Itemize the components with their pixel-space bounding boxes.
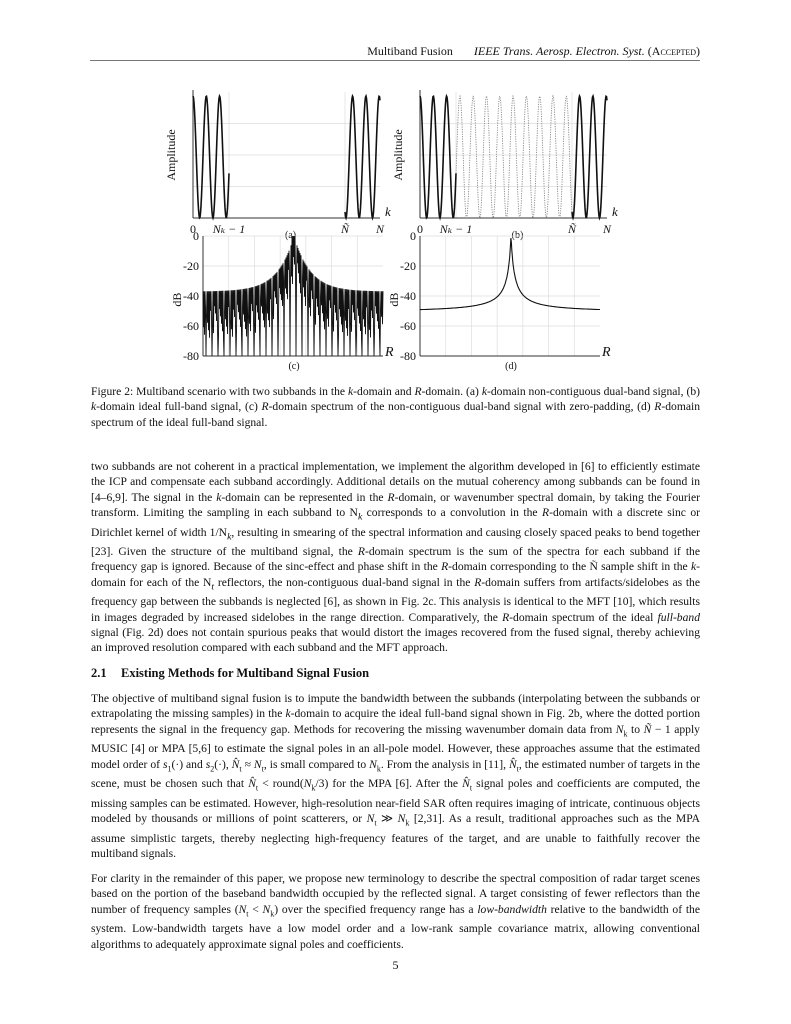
math-symbol: k xyxy=(481,385,487,398)
header-short-title: Multiband Fusion xyxy=(367,44,453,58)
y-tick-label: -40 xyxy=(183,289,199,303)
body-paragraph-3: For clarity in the remainder of this paper, we propose new terminology to describe the spectral composition of radar target scenes based on the portion of the baseband bandwidth occupied by the reflected signal. A target consisting of fewer reflectors than the number of frequency samples $(N_t < N_k)$ over the specified frequency range has a low-bandwidth relative to the bandwidth of the system. Low-bandwidth targets have a low model order and a low-rank sample covariance matrix, allowing conventional algorithms to adequately approximate signal poles and coefficients. xyxy=(91,872,700,951)
x-tick-label: Ñ xyxy=(340,222,350,236)
x-tick-label: Nₖ − 1 xyxy=(439,222,473,236)
math-symbol: k xyxy=(348,385,354,398)
y-axis-label: Amplitude xyxy=(164,129,178,181)
y-tick-label: 0 xyxy=(410,229,416,243)
panel-a xyxy=(164,90,391,241)
section-title: Existing Methods for Multiband Signal Fusion xyxy=(121,666,370,680)
x-tick-label: Ñ xyxy=(567,222,577,236)
emphasis: low-bandwidth xyxy=(477,902,547,916)
math-symbol: R xyxy=(474,575,482,589)
math-symbol: k xyxy=(91,400,97,414)
section-number: 2.1 xyxy=(91,666,107,680)
y-tick-label: -80 xyxy=(400,349,416,363)
panel-label: (b) xyxy=(511,230,524,241)
header-journal: IEEE Trans. Aerosp. Electron. Syst. xyxy=(473,44,645,58)
panel-c xyxy=(170,229,394,372)
math-symbol: k xyxy=(357,511,363,523)
y-axis-label: dB xyxy=(170,292,184,307)
x-tick-label: Nₖ − 1 xyxy=(212,222,246,236)
x-tick-label: N xyxy=(602,222,612,236)
panel-b xyxy=(391,90,618,241)
y-tick-label: -60 xyxy=(400,319,416,333)
y-tick-label: -80 xyxy=(183,349,199,363)
math-symbol: k xyxy=(216,490,222,504)
section-heading xyxy=(91,666,369,681)
y-tick-label: -20 xyxy=(400,259,416,273)
panel-d xyxy=(387,229,611,372)
panel-label: (d) xyxy=(505,361,517,372)
signal-subband-1 xyxy=(420,96,456,218)
y-axis-label: dB xyxy=(387,292,401,307)
math-symbol: R xyxy=(387,490,395,504)
y-tick-label: -20 xyxy=(183,259,199,273)
signal-subband-1 xyxy=(193,96,229,218)
math-symbol: R xyxy=(654,400,662,414)
spectrum-line xyxy=(420,238,600,310)
emphasis: full-band xyxy=(657,610,700,624)
x-tick-label: N xyxy=(375,222,385,236)
x-tick-label: 0 xyxy=(190,222,196,236)
math-symbol: t xyxy=(211,581,215,593)
x-axis-label: k xyxy=(612,204,618,219)
x-axis-label: k xyxy=(385,204,391,219)
y-axis-label: Amplitude xyxy=(391,129,405,181)
math-symbol: R xyxy=(357,545,365,559)
header-status: (Accepted) xyxy=(647,44,700,58)
page-number: 5 xyxy=(392,958,399,972)
signal-subband-2 xyxy=(572,96,607,218)
body-paragraph-2: The objective of multiband signal fusion is to impute the bandwidth between the subbands (interpolating between the subbands or extrapolating the missing samples) in the k-domain to acquire the ideal full-band signal shown in Fig. 2b, where the dotted portion represents the signal in the frequency gap. Methods for recovering the missing wavenumber domain data from $N_k$ to Ñ − 1 apply MUSIC [4] or MPA [5,6] to estimate the signal poles in an all-pole model. However, these approaches assume that the estimated model order of $s_1(\cdot)$ and $s_2(\cdot)$, $N̂_t \approx N_t$, is small compared to $N_k$. From the analysis in [11], $N̂_t$, the estimated number of targets in the scene, must be chosen such that $N̂_t$ < $round(N_k/3)$ for the MPA [6]. After the $N̂_t$ signal poles and coefficients are computed, the missing samples can be estimated. However, high-resolution near-field SAR often requires imaging of intricate, continuous objects modeled by thousands or millions of point scatterers, or $N_t$ ≫ $N_k$ [2,31]. As a result, traditional approaches such as the MPA assume simplistic targets, thereby neglecting high-frequency features of the target, and are unable to faithfully recover the multiband signals. xyxy=(91,692,701,860)
y-tick-label: 0 xyxy=(193,229,199,243)
x-axis-label: R xyxy=(385,345,394,360)
math-symbol: R xyxy=(541,505,550,519)
panel-label: (a) xyxy=(284,230,297,241)
signal-subband-2 xyxy=(345,96,380,218)
math-symbol: k xyxy=(690,560,697,574)
math-symbol: R xyxy=(441,560,449,574)
signal-gap-dotted xyxy=(456,96,572,218)
body-paragraph-1: two subbands are not coherent in a practical implementation, we implement the algorithm developed in [6] to efficiently estimate the ICP and compensate each subband accordingly. Additional details on the mutual coherency among subbands can be found in [4–6,9]. The signal in the k-domain can be represented in the R-domain, or wavenumber spectral domain, by taking the Fourier transform. Limiting the sampling in each subband to $N_k$ corresponds to a convolution in the R-domain with a discrete sinc or Dirichlet kernel of width $1/N_k$, resulting in smearing of the spectral information and causing closely spaced peaks to bend together [23]. Given the structure of the multiband signal, the R-domain spectrum is the sum of the spectra for each subband if the frequency gap is ignored. Because of the sinc-effect and phase shift in the R-domain corresponding to the Ñ sample shift in the k-domain for each of the $N_t$ reflectors, the non-contiguous dual-band signal in the R-domain suffers from artifacts/sidelobes as the frequency gap between the subbands is neglected [6], as shown in Fig. 2c. This analysis is identical to the MFT [10], which results in images degraded by increased sidelobes in the range direction. Comparatively, the R-domain spectrum of the ideal full-band signal (Fig. 2d) does not contain spurious peaks that would distort the images recovered from the fused signal, thereby achieving an improved resolution compared with each subband and the MFT approach. xyxy=(91,460,701,655)
figure-2 xyxy=(0,0,791,380)
math-symbol: R xyxy=(502,610,510,624)
math-symbol: R xyxy=(261,400,269,414)
panel-label: (c) xyxy=(288,361,300,372)
y-tick-label: -40 xyxy=(400,289,416,303)
x-axis-label: R xyxy=(602,345,611,360)
y-tick-label: -60 xyxy=(183,319,199,333)
math-symbol: R xyxy=(414,385,422,398)
figure-caption: Figure 2: Multiband scenario with two subbands in the k-domain and R-domain. (a) k-domain non-contiguous dual-band signal, (b) k-domain ideal full-band signal, (c) R-domain spectrum of the non-contiguous dual-band signal with zero-padding, (d) R-domain spectrum of the ideal full-band signal. xyxy=(91,385,700,429)
x-tick-label: 0 xyxy=(417,222,423,236)
math-symbol: k xyxy=(227,530,232,542)
